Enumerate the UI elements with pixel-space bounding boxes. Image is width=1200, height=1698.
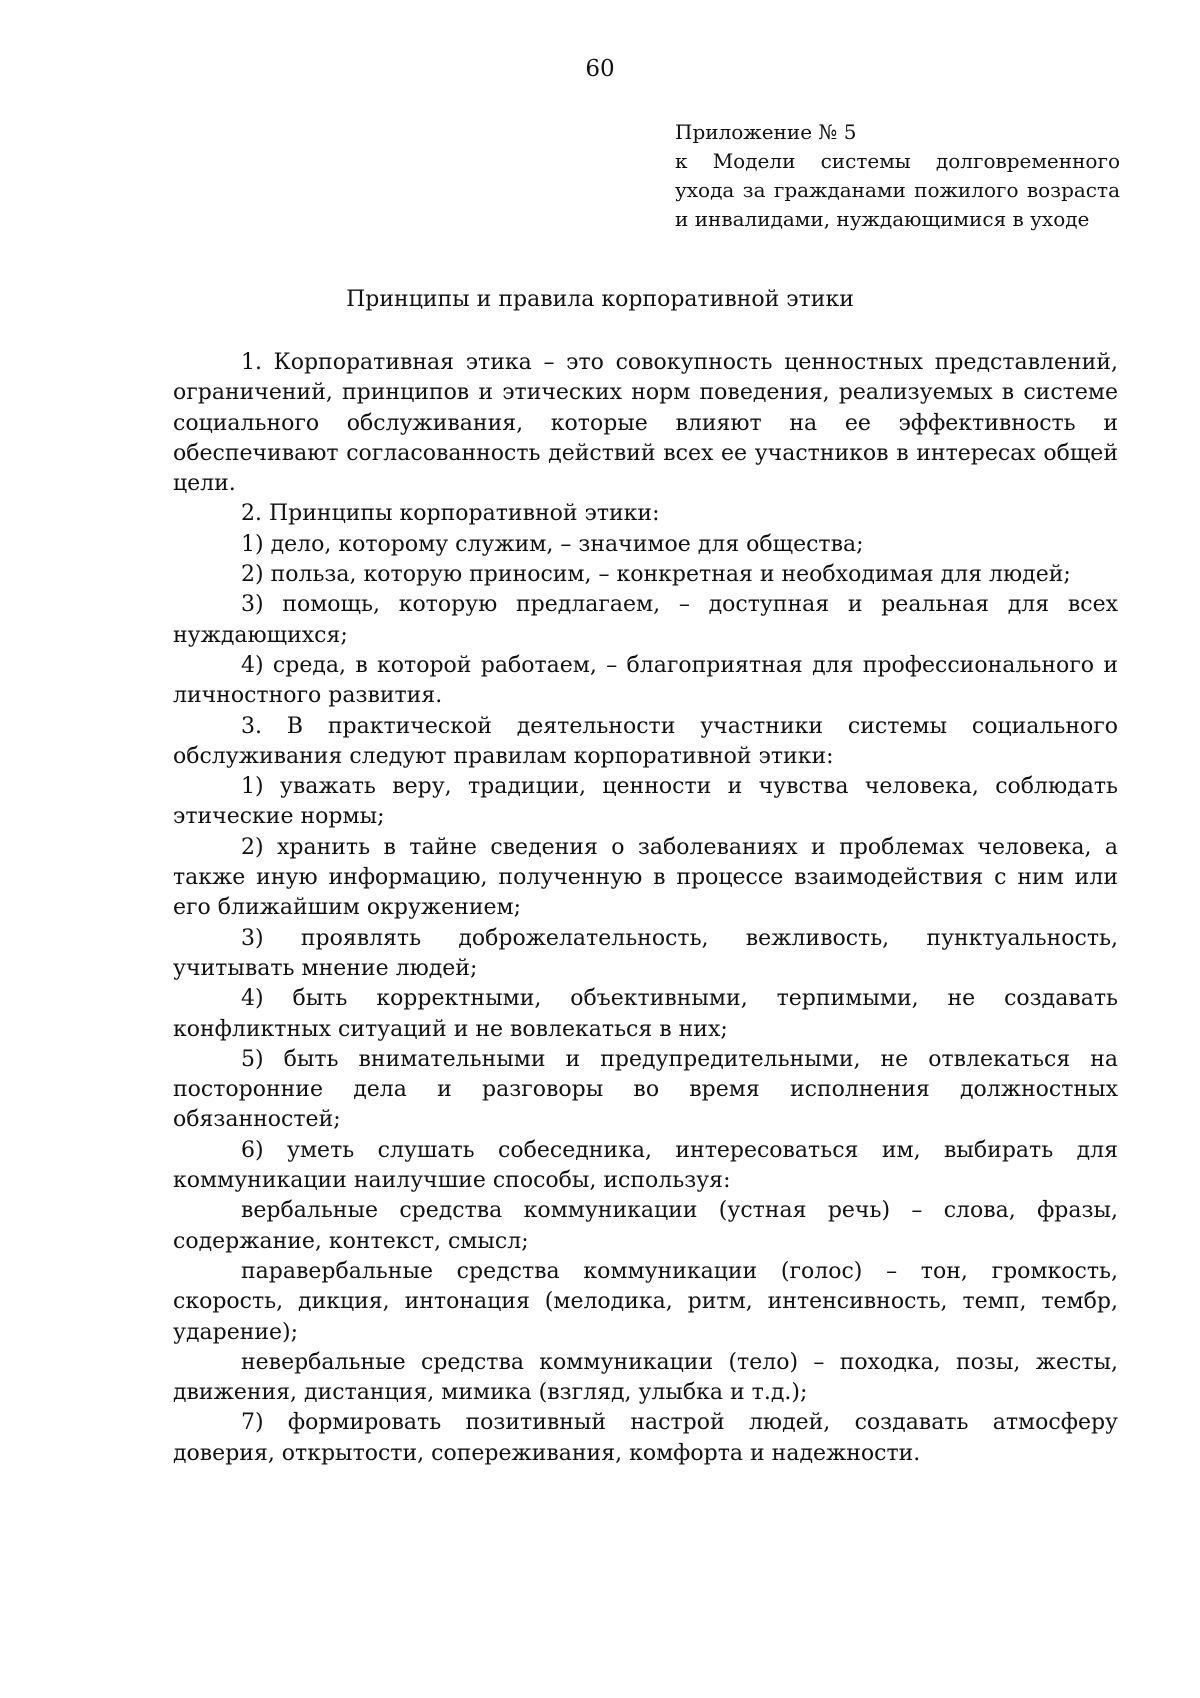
paragraph-13: 6) уметь слушать собеседника, интересоваться им, выбирать для коммуникации наилучшие способы, используя: [173, 1137, 1118, 1194]
document-title: Принципы и правила корпоративной этики [346, 287, 854, 312]
appendix-line-4: и инвалидами, нуждающимися в уходе [675, 207, 1090, 231]
appendix-line-3: ухода за гражданами пожилого возраста [675, 178, 1120, 202]
paragraph-14: вербальные средства коммуникации (устная речь) – слова, фразы, содержание, контекст, смысл; [173, 1198, 1118, 1254]
paragraph-5: 3) помощь, которую предлагаем, – доступная и реальная для всех нуждающихся; [173, 592, 1118, 648]
paragraph-12: 5) быть внимательными и предупредительными, не отвлекаться на посторонние дела и разговоры во время исполнения должностных обязанностей; [173, 1046, 1118, 1133]
paragraph-2: 2. Принципы корпоративной этики: [241, 501, 660, 527]
paragraph-3: 1) дело, которому служим, – значимое для общества; [241, 531, 864, 557]
paragraph-8: 1) уважать веру, традиции, ценности и чувства человека, соблюдать этические нормы; [173, 774, 1118, 830]
paragraph-17: 7) формировать позитивный настрой людей, создавать атмосферу доверия, открытости, сопереживания, комфорта и надежности. [173, 1410, 1118, 1466]
paragraph-10: 3) проявлять доброжелательность, вежливость, пунктуальность, учитывать мнение людей; [173, 925, 1118, 981]
appendix-header [675, 118, 1120, 234]
paragraph-6: 4) среда, в которой работаем, – благоприятная для профессионального и личностного развития. [173, 652, 1118, 709]
paragraph-4: 2) польза, которую приносим, – конкретная и необходимая для людей; [241, 562, 1071, 588]
paragraph-9: 2) хранить в тайне сведения о заболеваниях и проблемах человека, а также иную информацию, полученную в процессе взаимодействия с ним или его ближайшим окружением; [173, 834, 1118, 921]
paragraph-16: невербальные средства коммуникации (тело) – походка, позы, жесты, движения, дистанция, мимика (взгляд, улыбка и т.д.); [173, 1349, 1118, 1406]
paragraph-7: 3. В практической деятельности участники системы социального обслуживания следуют правилам корпоративной этики: [173, 713, 1118, 769]
paragraph-15: паравербальные средства коммуникации (голос) – тон, громкость, скорость, дикция, интонация (мелодика, ритм, интенсивность, темп, тембр, ударение); [173, 1258, 1118, 1345]
paragraph-1: 1. Корпоративная этика – это совокупность ценностных представлений, ограничений, принципов и этических норм поведения, реализуемых в системе социального обслуживания, которые влияют на ее эффективность и обеспечивают согласованность действий всех ее участников в интересах общей цели. [173, 350, 1118, 497]
appendix-line-2: к Модели системы долговременного [675, 149, 1120, 173]
document-body [173, 348, 1118, 1469]
paragraph-11: 4) быть корректными, объективными, терпимыми, не создавать конфликтных ситуаций и не вовлекаться в них; [173, 986, 1118, 1042]
page-number: 60 [585, 56, 615, 82]
appendix-line-1: Приложение № 5 [675, 120, 857, 144]
